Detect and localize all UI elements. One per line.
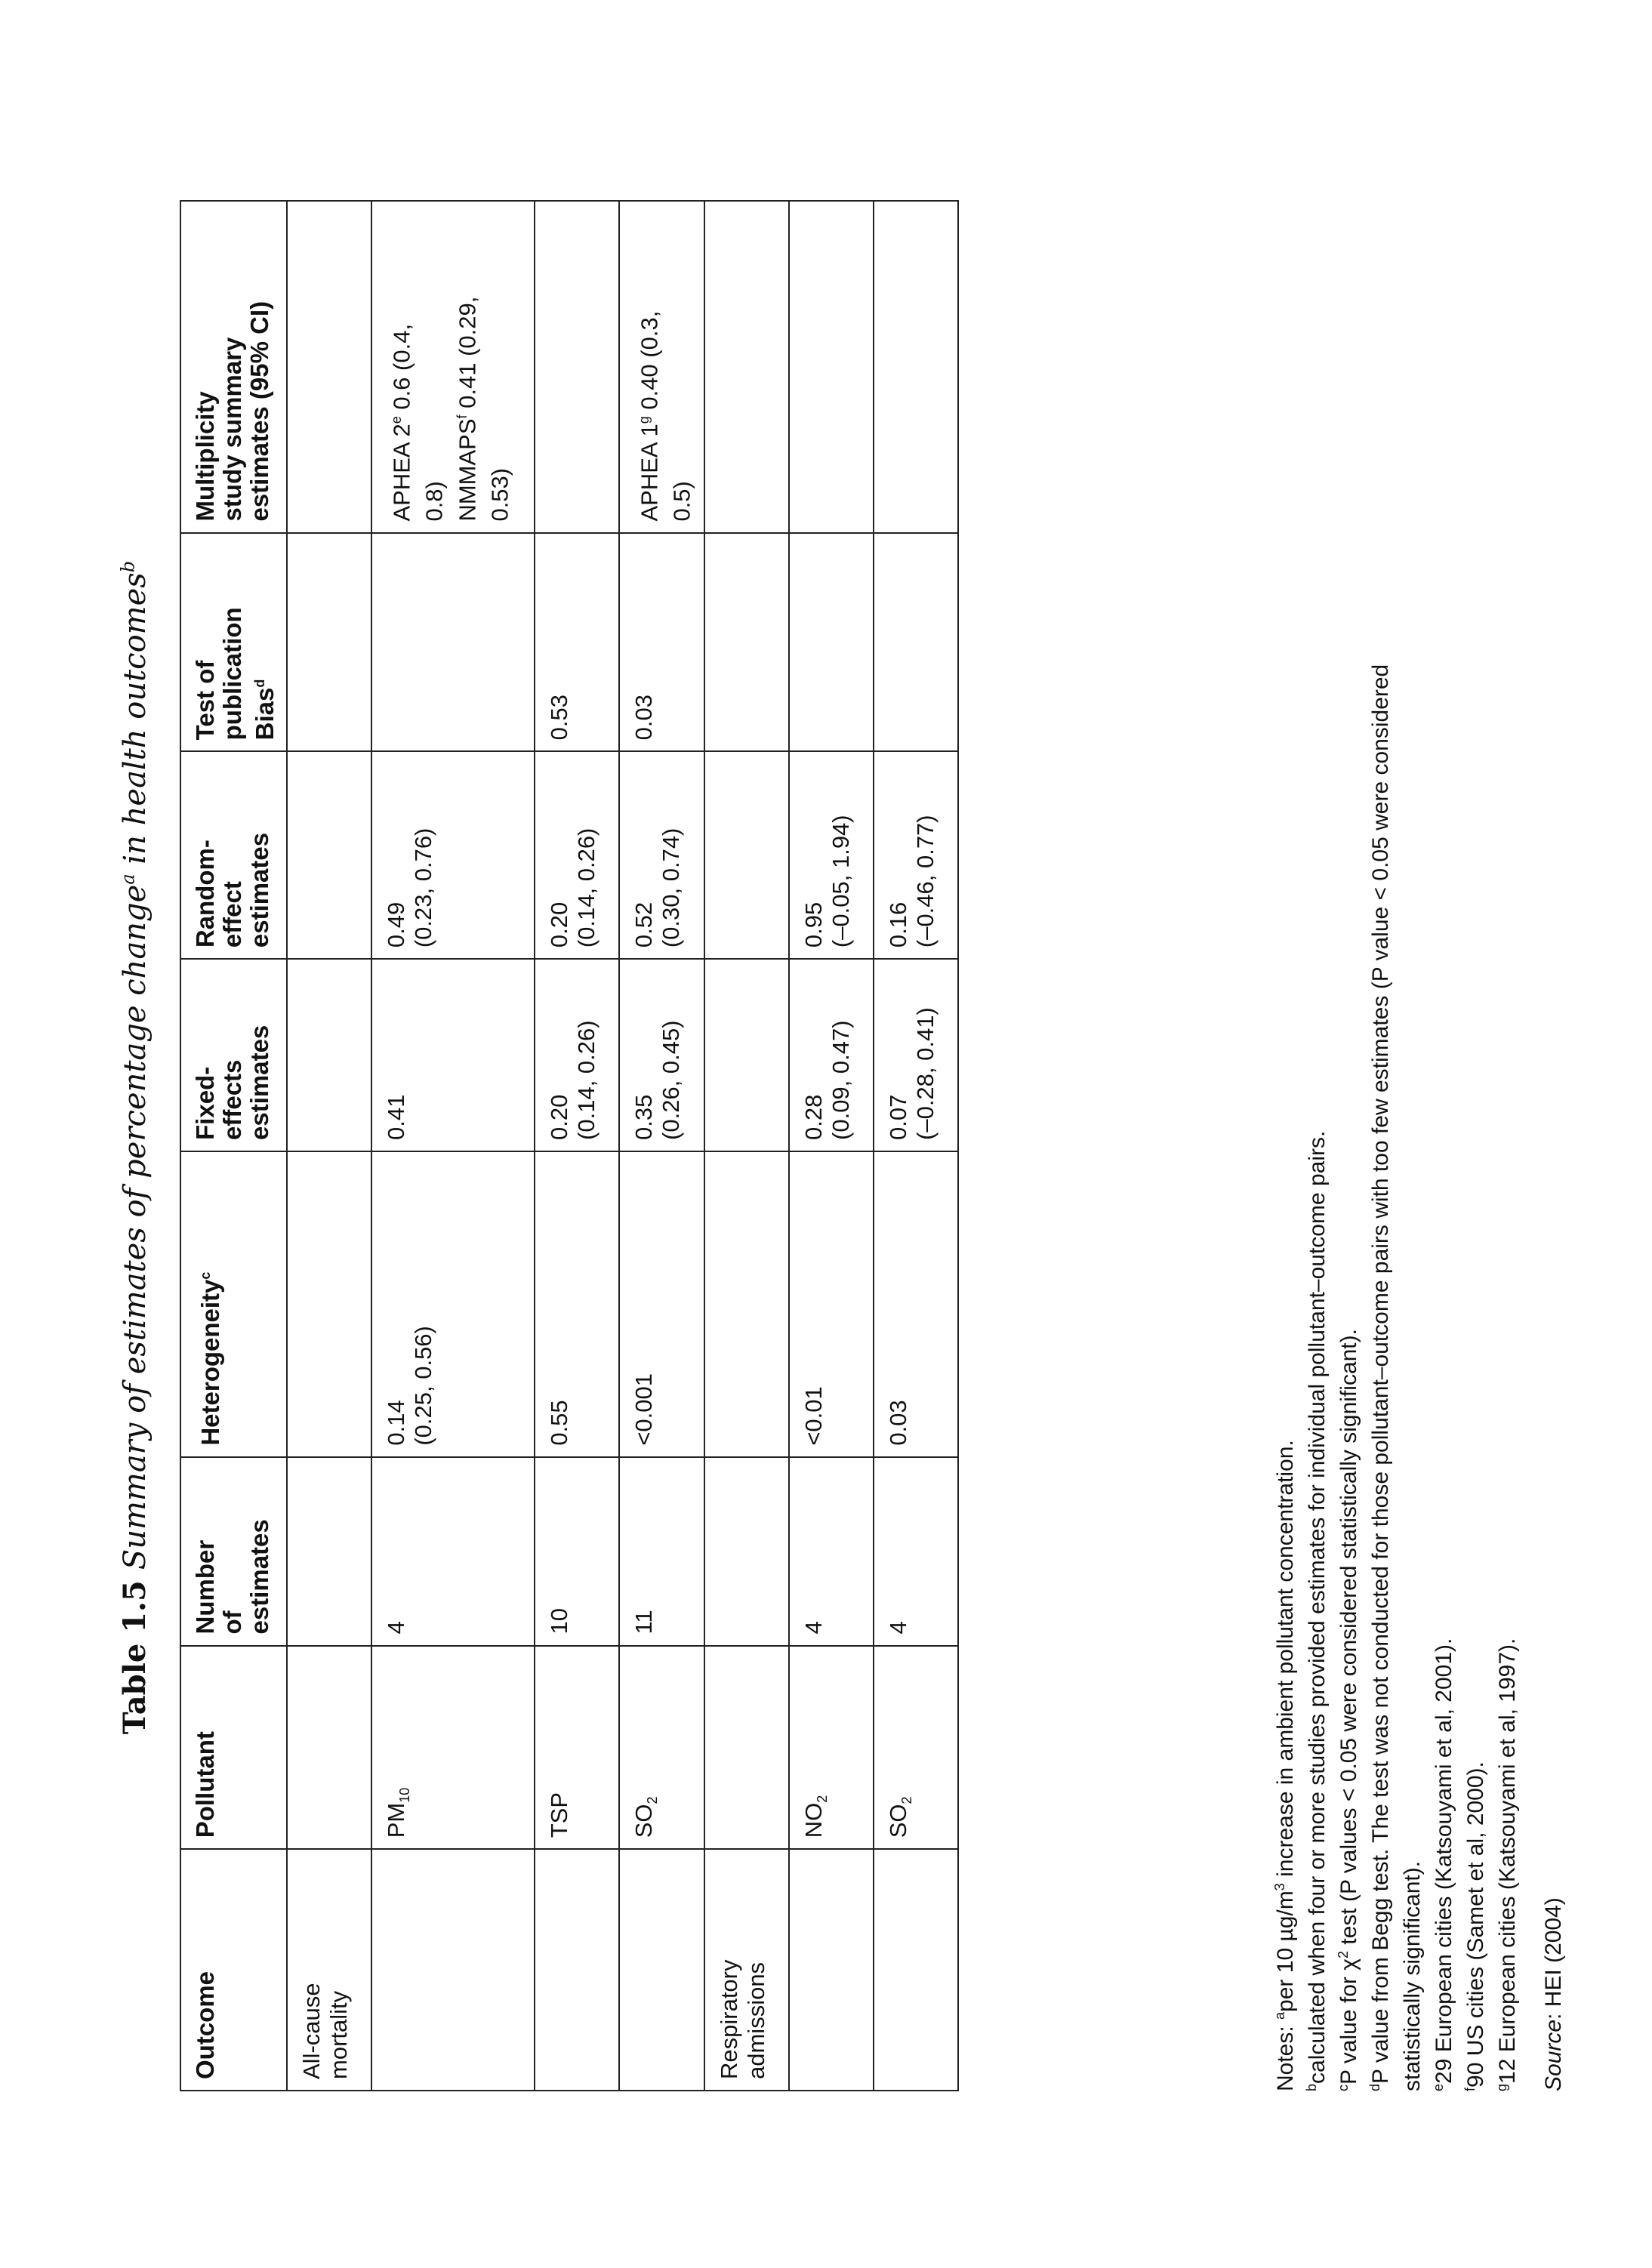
cell-pollutant [704, 1646, 789, 1850]
cell-publication-bias [874, 533, 958, 752]
cell-random [704, 751, 789, 959]
cell-pollutant: $NO_2$ [789, 1646, 874, 1850]
cell-multiplicity: APHEA 2e 0.6 (0.4, 0.8) NMMAPS$^f$ 0.41 (0.29, 0.53) [371, 201, 535, 533]
cell-pollutant: $SO_2$ [619, 1646, 704, 1850]
cell-fixed: 0.20 (0.14, 0.26) [535, 959, 619, 1151]
cell-outcome: All-cause mortality [287, 1849, 371, 2091]
note-line: $^b$calculated when four or more studies provided estimates for individual pollutant–outcome pairs. [1304, 1130, 1330, 2091]
cell-outcome [371, 1849, 535, 2091]
cell-random: 0.49 (0.23, 0.76) [371, 751, 535, 959]
header-heterogeneity: Heterogeneity$^c$ [180, 1151, 287, 1457]
cell-number [704, 1457, 789, 1646]
cell-number [287, 1457, 371, 1646]
cell-number: 4 [371, 1457, 535, 1646]
table-row [619, 201, 704, 2091]
cell-random [287, 751, 371, 959]
header-number: Number of estimates [180, 1457, 287, 1646]
cell-multiplicity [874, 201, 958, 533]
table-row [371, 201, 535, 2091]
table-row [287, 201, 371, 2091]
cell-publication-bias: 0.03 [619, 533, 704, 752]
cell-multiplicity [704, 201, 789, 533]
cell-multiplicity [535, 201, 619, 533]
note-line: $^c$P value for $\chi^2$ test (P values < 0.05 were considered statistically significant). [1336, 1329, 1361, 2091]
cell-number: 4 [789, 1457, 874, 1646]
cell-publication-bias: 0.53 [535, 533, 619, 752]
source-line: Source: HEI (2004) [1541, 1897, 1566, 2091]
cell-heterogeneity: 0.03 [874, 1151, 958, 1457]
cell-multiplicity: APHEA 1$^g$ 0.40 (0.3, 0.5) [619, 201, 704, 533]
header-outcome: Outcome [180, 1849, 287, 2091]
cell-pollutant: TSP [535, 1646, 619, 1850]
note-line: statistically significant). [1400, 1860, 1425, 2091]
cell-fixed [704, 959, 789, 1151]
cell-publication-bias [371, 533, 535, 752]
cell-random: 0.16 (–0.46, 0.77) [874, 751, 958, 959]
cell-random: 0.52 (0.30, 0.74) [619, 751, 704, 959]
table-row [704, 201, 789, 2091]
note-line: $^d$P value from Begg test. The test was not conducted for those pollutant–outcome pairs with too few estimates (P value < 0.05 were considered [1367, 664, 1393, 2091]
table-number: Table 1.5 [117, 1580, 153, 1735]
cell-pollutant: $PM_{10}$ [371, 1646, 535, 1850]
cell-random: 0.95 (–0.05, 1.94) [789, 751, 874, 959]
table-notes [1267, 189, 1567, 2091]
cell-heterogeneity [704, 1151, 789, 1457]
cell-fixed: 0.28 (0.09, 0.47) [789, 959, 874, 1151]
table-caption: Summary of estimates of percentage change$^a$ in health outcomes$^b$ [118, 560, 153, 1570]
note-line: $^f$90 US cities (Samet et al, 2000). [1462, 1761, 1488, 2091]
cell-number: 10 [535, 1457, 619, 1646]
cell-multiplicity [287, 201, 371, 533]
cell-publication-bias [287, 533, 371, 752]
cell-fixed [287, 959, 371, 1151]
header-multiplicity: Multiplicity study summary estimates (95% CI) [180, 201, 287, 533]
cell-multiplicity [789, 201, 874, 533]
cell-publication-bias [704, 533, 789, 752]
cell-outcome: Respiratory admissions [704, 1849, 789, 2091]
cell-fixed: 0.35 (0.26, 0.45) [619, 959, 704, 1151]
cell-heterogeneity: <0.001 [619, 1151, 704, 1457]
cell-outcome [874, 1849, 958, 2091]
cell-heterogeneity: 0.55 [535, 1151, 619, 1457]
cell-number: 11 [619, 1457, 704, 1646]
estimates-table [180, 200, 959, 2091]
cell-publication-bias [789, 533, 874, 752]
cell-pollutant: $SO_2$ [874, 1646, 958, 1850]
header-publication-bias: Test of publication Bias$^d$ [180, 533, 287, 752]
cell-heterogeneity [287, 1151, 371, 1457]
note-line: Notes: $^a$per 10 $\mu g/m^3$ increase in ambient pollutant concentration. [1272, 1440, 1298, 2091]
rotated-page [106, 113, 1608, 2182]
cell-number: 4 [874, 1457, 958, 1646]
cell-random: 0.20 (0.14, 0.26) [535, 751, 619, 959]
cell-outcome [535, 1849, 619, 2091]
table-row [874, 201, 958, 2091]
note-line: $^e$29 European cities (Katsouyami et al, 2001). [1431, 1638, 1456, 2091]
header-pollutant: Pollutant [180, 1646, 287, 1850]
table-row [789, 201, 874, 2091]
header-random: Random- effect estimates [180, 751, 287, 959]
cell-heterogeneity: 0.14 (0.25, 0.56) [371, 1151, 535, 1457]
cell-heterogeneity: <0.01 [789, 1151, 874, 1457]
header-row [180, 201, 287, 2091]
cell-outcome [789, 1849, 874, 2091]
table-title [106, 113, 158, 2182]
cell-fixed: 0.41 [371, 959, 535, 1151]
note-line: $^g$12 European cities (Katsouyami et al, 1997). [1494, 1638, 1520, 2091]
cell-fixed: 0.07 (–0.28, 0.41) [874, 959, 958, 1151]
header-fixed: Fixed- effects estimates [180, 959, 287, 1151]
cell-outcome [619, 1849, 704, 2091]
table-row [535, 201, 619, 2091]
cell-pollutant [287, 1646, 371, 1850]
table-body [287, 201, 958, 2091]
